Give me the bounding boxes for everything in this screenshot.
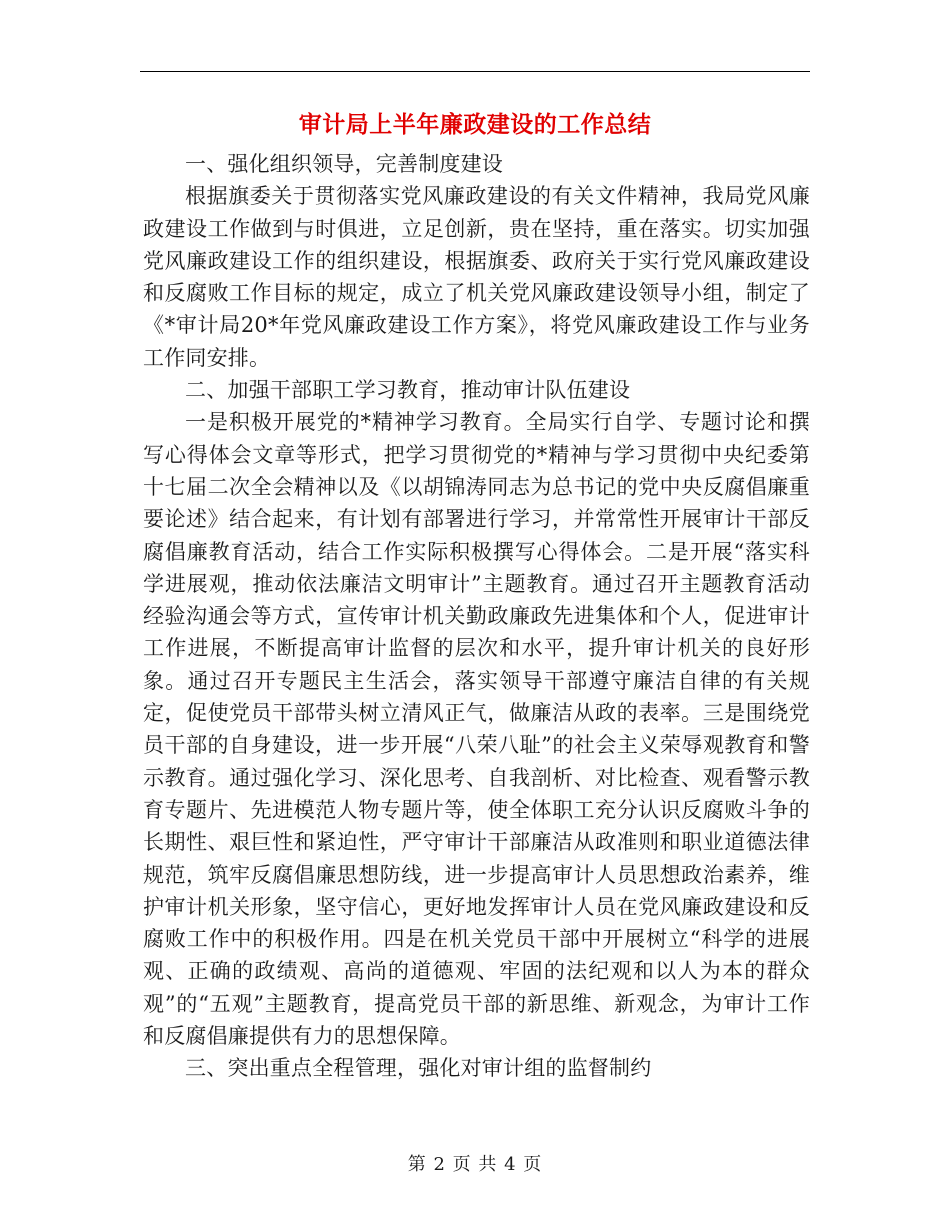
section-heading-3: 三、突出重点全程管理，强化对审计组的监督制约 bbox=[185, 1056, 652, 1081]
section-heading-2: 二、加强干部职工学习教育，推动审计队伍建设 bbox=[185, 378, 631, 403]
page-footer: 第 2 页 共 4 页 bbox=[407, 1154, 543, 1175]
header-rule bbox=[140, 71, 810, 72]
paragraph-1: 根据旗委关于贯彻落实党风廉政建设的有关文件精神，我局党风廉政建设工作做到与时俱进，立足创新，贵在坚持，重在落实。切实加强党风廉政建设工作的组织建设，根据旗委、政府关于实行党风廉政建设和反腐败工作目标的规定，成立了机关党风廉政建设领导小组，制定了《*审计局20*年党风廉政建设工作方案》，将党风廉政建设工作与业务工作同安排。 bbox=[143, 184, 810, 370]
section-heading-1: 一、强化组织领导，完善制度建设 bbox=[185, 152, 503, 176]
document-title: 审计局上半年廉政建设的工作总结 bbox=[298, 112, 652, 138]
document-body bbox=[143, 148, 810, 1085]
paragraph-2: 一是积极开展党的*精神学习教育。全局实行自学、专题讨论和撰写心得体会文章等形式，把学习贯彻党的*精神与学习贯彻中央纪委第十七届二次全会精神以及《以胡锦涛同志为总书记的党中央反腐倡廉重要论述》结合起来，有计划有部署进行学习，并常常性开展审计干部反腐倡廉教育活动，结合工作实际积极撰写心得体会。二是开展“落实科学进展观，推动依法廉洁文明审计”主题教育。通过召开主题教育活动经验沟通会等方式，宣传审计机关勤政廉政先进集体和个人，促进审计工作进展，不断提高审计监督的层次和水平，提升审计机关的良好形象。通过召开专题民主生活会，落实领导干部遵守廉洁自律的有关规定，促使党员干部带头树立清风正气，做廉洁从政的表率。三是围绕党员干部的自身建设，进一步开展“八荣八耻”的社会主义荣辱观教育和警示教育。通过强化学习、深化思考、自我剖析、对比检查、观看警示教育专题片、先进模范人物专题片等，使全体职工充分认识反腐败斗争的长期性、艰巨性和紧迫性，严守审计干部廉洁从政准则和职业道德法律规范，筑牢反腐倡廉思想防线，进一步提高审计人员思想政治素养，维护审计机关形象，坚守信心，更好地发挥审计人员在党风廉政建设和反腐败工作中的积极作用。四是在机关党员干部中开展树立“科学的进展观、正确的政绩观、高尚的道德观、牢固的法纪观和以人为本的群众观”的“五观”主题教育，提高党员干部的新思维、新观念，为审计工作和反腐倡廉提供有力的思想保障。 bbox=[143, 410, 810, 1049]
